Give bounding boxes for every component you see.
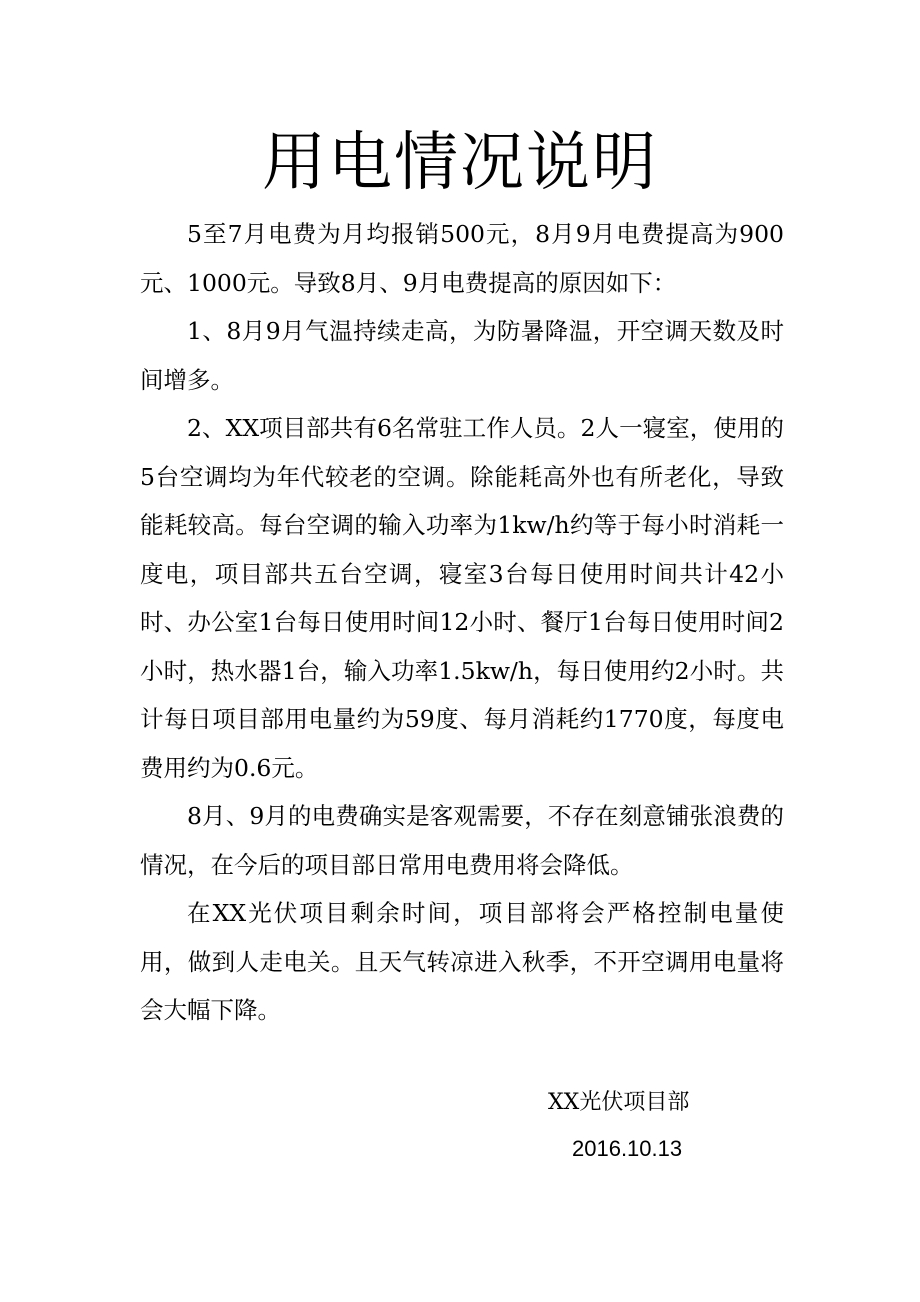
signature-date: 2016.10.13	[572, 1136, 683, 1161]
paragraph-conclusion: 8月、9月的电费确实是客观需要，不存在刻意铺张浪费的情况，在今后的项目部日常用电费用将会降低。	[140, 802, 784, 879]
paragraph-reason-2: 2、XX项目部共有6名常驻工作人员。2人一寝室，使用的5台空调均为年代较老的空调。除能耗高外也有所老化，导致能耗较高。每台空调的输入功率为1kw/h约等于每小时消耗一度电，项目部共五台空调，寝室3台每日使用时间共计42小时、办公室1台每日使用时间12小时、餐厅1台每日使用时间2小时，热水器1台，输入功率1.5kw/h，每日使用约2小时。共计每日项目部用电量约为59度、每月消耗约1770度，每度电费用约为0.6元。	[140, 414, 784, 782]
document-title: 用电情况说明	[262, 126, 658, 200]
paragraph-reason-1: 1、8月9月气温持续走高，为防暑降温，开空调天数及时间增多。	[140, 317, 784, 394]
document-body	[140, 210, 784, 1035]
signature-block	[548, 1080, 748, 1172]
paragraph-commitment: 在XX光伏项目剩余时间，项目部将会严格控制电量使用，做到人走电关。且天气转凉进入秋季，不开空调用电量将会大幅下降。	[140, 899, 784, 1024]
paragraph-intro: 5至7月电费为月均报销500元，8月9月电费提高为900元、1000元。导致8月、9月电费提高的原因如下：	[140, 220, 784, 297]
signature-organization: XX光伏项目部	[548, 1090, 690, 1115]
